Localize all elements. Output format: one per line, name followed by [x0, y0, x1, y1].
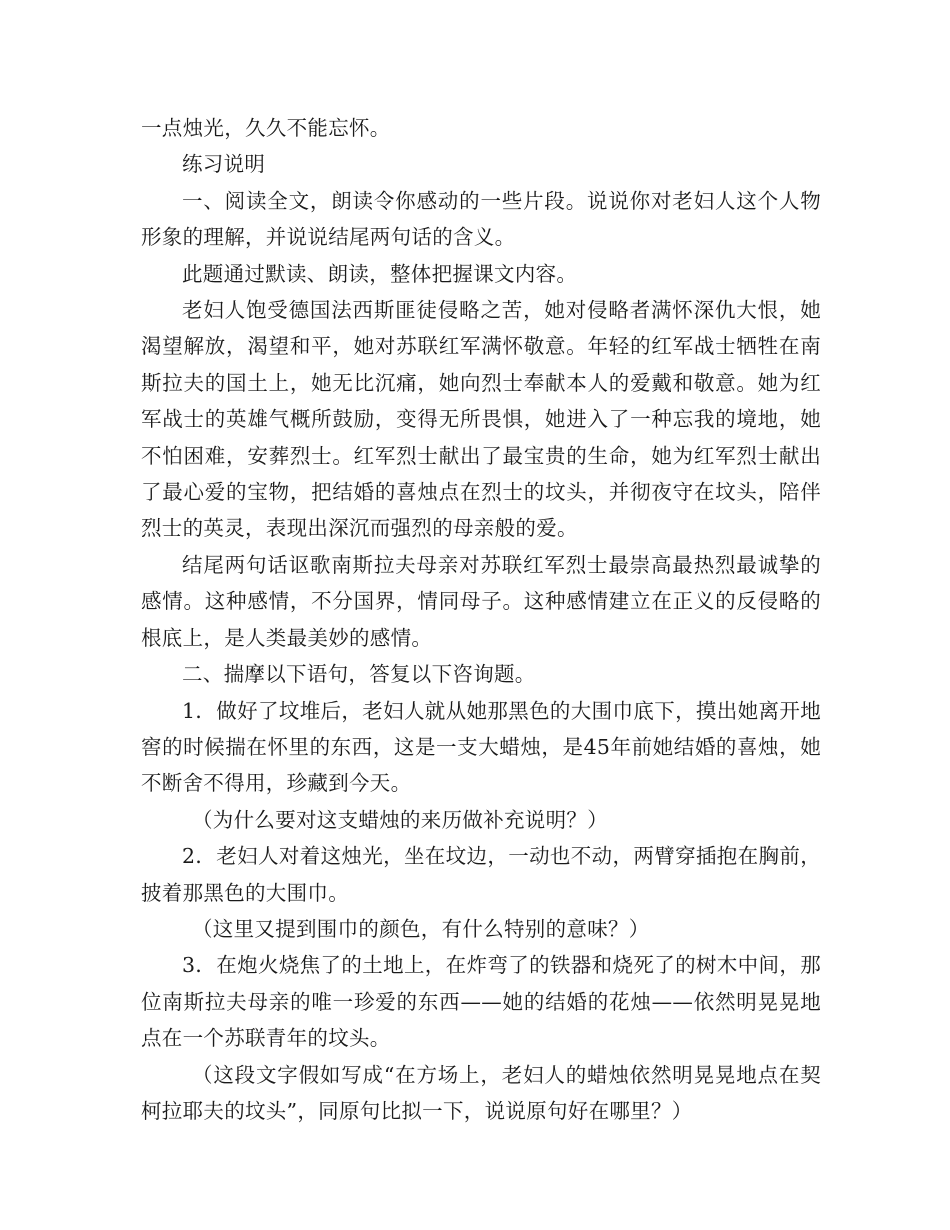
paragraph-continuation: 一点烛光，久久不能忘怀。 — [141, 116, 391, 140]
question-one: （为什么要对这支蜡烛的来历做补充说明？） — [192, 807, 608, 832]
question-three: （这段文字假如写成“在方场上，老妇人的蜡烛依然明晃晃地点在契柯拉耶夫的坟头”，同原句比拟一下，说说原句好在哪里？） — [141, 1062, 821, 1123]
exercise-one: 一、阅读全文，朗读令你感动的一些片段。说说你对老妇人这个人物形象的理解，并说说结尾两句话的含义。 — [141, 188, 821, 250]
sentence-three: 3．在炮火烧焦了的土地上，在炸弯了的铁器和烧死了的树木中间，那位南斯拉夫母亲的唯一珍爱的东西——她的结婚的花烛——依然明晃晃地点在一个苏联青年的坟头。 — [141, 953, 821, 1051]
question-two: （这里又提到围巾的颜色，有什么特别的意味？） — [192, 916, 650, 941]
sentence-one: 1．做好了坟堆后，老妇人就从她那黑色的大围巾底下，摸出她离开地窖的时候揣在怀里的东西，这是一支大蜡烛，是45年前她结婚的喜烛，她不断舍不得用，珍藏到今天。 — [141, 698, 821, 796]
exercise-one-analysis: 老妇人饱受德国法西斯匪徒侵略之苦，她对侵略者满怀深仇大恨，她渴望解放，渴望和平，她对苏联红军满怀敬意。年轻的红军战士牺牲在南斯拉夫的国土上，她无比沉痛，她向烈士奉献本人的爱戴和敬意。她为红军战士的英雄气概所鼓励，变得无所畏惧，她进入了一种忘我的境地，她不怕困难，安葬烈士。红军烈士献出了最宝贵的生命，她为红军烈士献出了最心爱的宝物，把结婚的喜烛点在烈士的坟头，并彻夜守在坟头，陪伴烈士的英灵，表现出深沉而强烈的母亲般的爱。 — [141, 298, 821, 541]
exercise-one-conclusion: 结尾两句话讴歌南斯拉夫母亲对苏联红军烈士最崇高最热烈最诚挚的感情。这种感情，不分国界，情同母子。这种感情建立在正义的反侵略的根底上，是人类最美妙的感情。 — [141, 552, 821, 650]
document-page — [141, 110, 821, 1129]
exercise-two: 二、揣摩以下语句，答复以下咨询题。 — [182, 662, 536, 687]
section-heading: 练习说明 — [182, 152, 266, 177]
exercise-one-note: 此题通过默读、朗读，整体把握课文内容。 — [182, 261, 578, 286]
sentence-two: 2．老妇人对着这烛光，坐在坟边，一动也不动，两臂穿插抱在胸前，披着那黑色的大围巾。 — [141, 844, 821, 905]
